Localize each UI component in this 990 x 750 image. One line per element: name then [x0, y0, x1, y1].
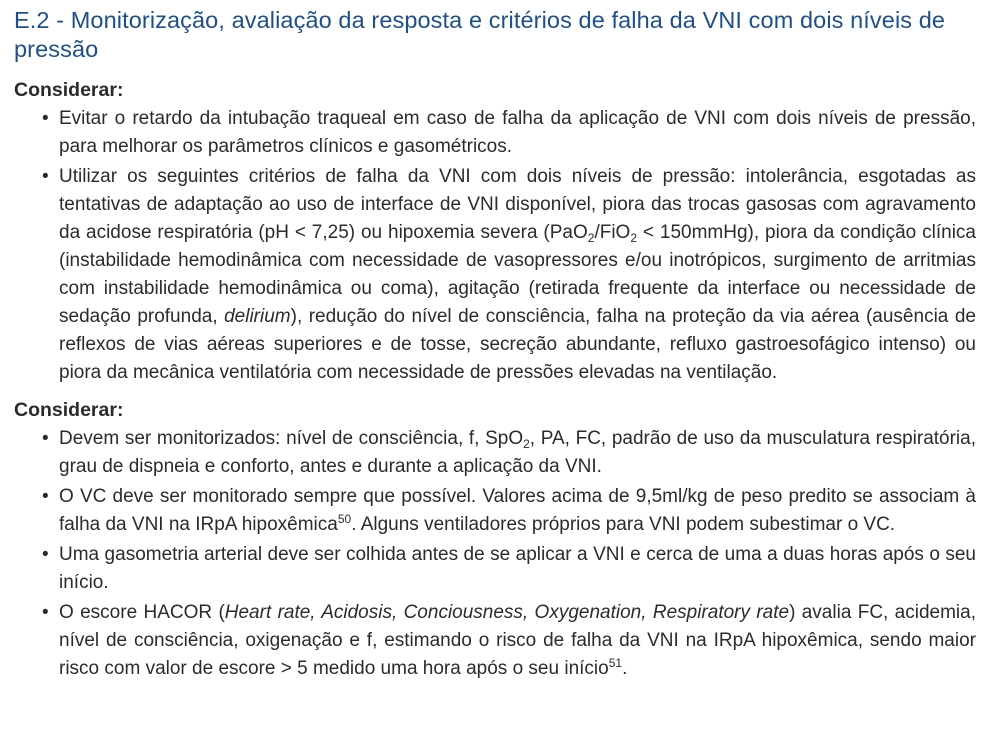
item-text: O VC deve ser monitorado sempre que possível. Valores acima de 9,5ml/kg de peso predito se associam à falha da VNI na IRpA hipoxêmica: [59, 486, 976, 535]
item-text: , PA, FC, padrão de uso da musculatura respiratória, grau de dispneia e conforto, antes e durante a aplicação da VNI.: [59, 428, 976, 477]
italic-term: Heart rate, Acidosis, Conciousness, Oxygenation, Respiratory rate: [224, 602, 790, 623]
item-text: .: [622, 658, 628, 679]
consider-label-1: Considerar:: [14, 79, 124, 101]
list-item: [14, 599, 976, 683]
list-item: [14, 425, 976, 481]
list-item: [14, 483, 976, 539]
item-text: O escore HACOR (: [59, 602, 225, 623]
subscript: 2: [630, 231, 638, 245]
item-text: . Alguns ventiladores próprios para VNI podem subestimar o VC.: [351, 514, 896, 535]
item-text: /FiO: [594, 222, 631, 243]
item-text: Evitar o retardo da intubação traqueal em caso de falha da aplicação de VNI com dois níveis de pressão, para melhorar os parâmetros clínicos e gasométricos.: [59, 108, 976, 157]
subscript: 2: [587, 231, 595, 245]
item-text: < 150mmHg), piora da condição clínica (instabilidade hemodinâmica com necessidade de vasopressores e/ou inotrópicos, surgimento de arritmias com instabilidade hemodinâmica ou coma), agitação (retirada frequente da interface ou necessidade de sedação profunda,: [59, 222, 976, 327]
list-item: [14, 163, 976, 387]
list-item: [14, 541, 976, 597]
reference-superscript: 50: [337, 512, 352, 526]
subscript: 2: [523, 437, 530, 451]
italic-term: delirium: [224, 306, 291, 327]
item-text: ) avalia FC, acidemia, nível de consciência, oxigenação e f, estimando o risco de falha da VNI na IRpA hipoxêmica, sendo maior risco com valor de escore > 5 medido uma hora após o seu início: [59, 602, 976, 679]
list-item: [14, 105, 976, 161]
consider-label-2: Considerar:: [14, 399, 124, 421]
item-text: Utilizar os seguintes critérios de falha da VNI com dois níveis de pressão: intolerância, esgotadas as tentativas de adaptação ao uso de interface de VNI disponível, piora das trocas gasosas com agravamento da acidose respiratória (pH < 7,25) ou hipoxemia severa (PaO: [59, 166, 976, 243]
item-text: Devem ser monitorizados: nível de consciência, f, SpO: [59, 428, 524, 449]
item-text: ), redução do nível de consciência, falha na proteção da via aérea (ausência de reflexos de vias aéreas superiores e de tosse, secreção abundante, refluxo gastroesofágico intenso) ou piora da mecânica ventilatória com necessidade de pressões elevadas na ventilação.: [59, 306, 976, 383]
item-text: Uma gasometria arterial deve ser colhida antes de se aplicar a VNI e cerca de uma a duas horas após o seu início.: [59, 544, 976, 593]
bullet-list-1: [14, 105, 976, 387]
section-heading: E.2 - Monitorização, avaliação da resposta e critérios de falha da VNI com dois níveis de pressão: [14, 7, 946, 62]
reference-superscript: 51: [608, 656, 623, 670]
bullet-list-2: [14, 425, 976, 683]
